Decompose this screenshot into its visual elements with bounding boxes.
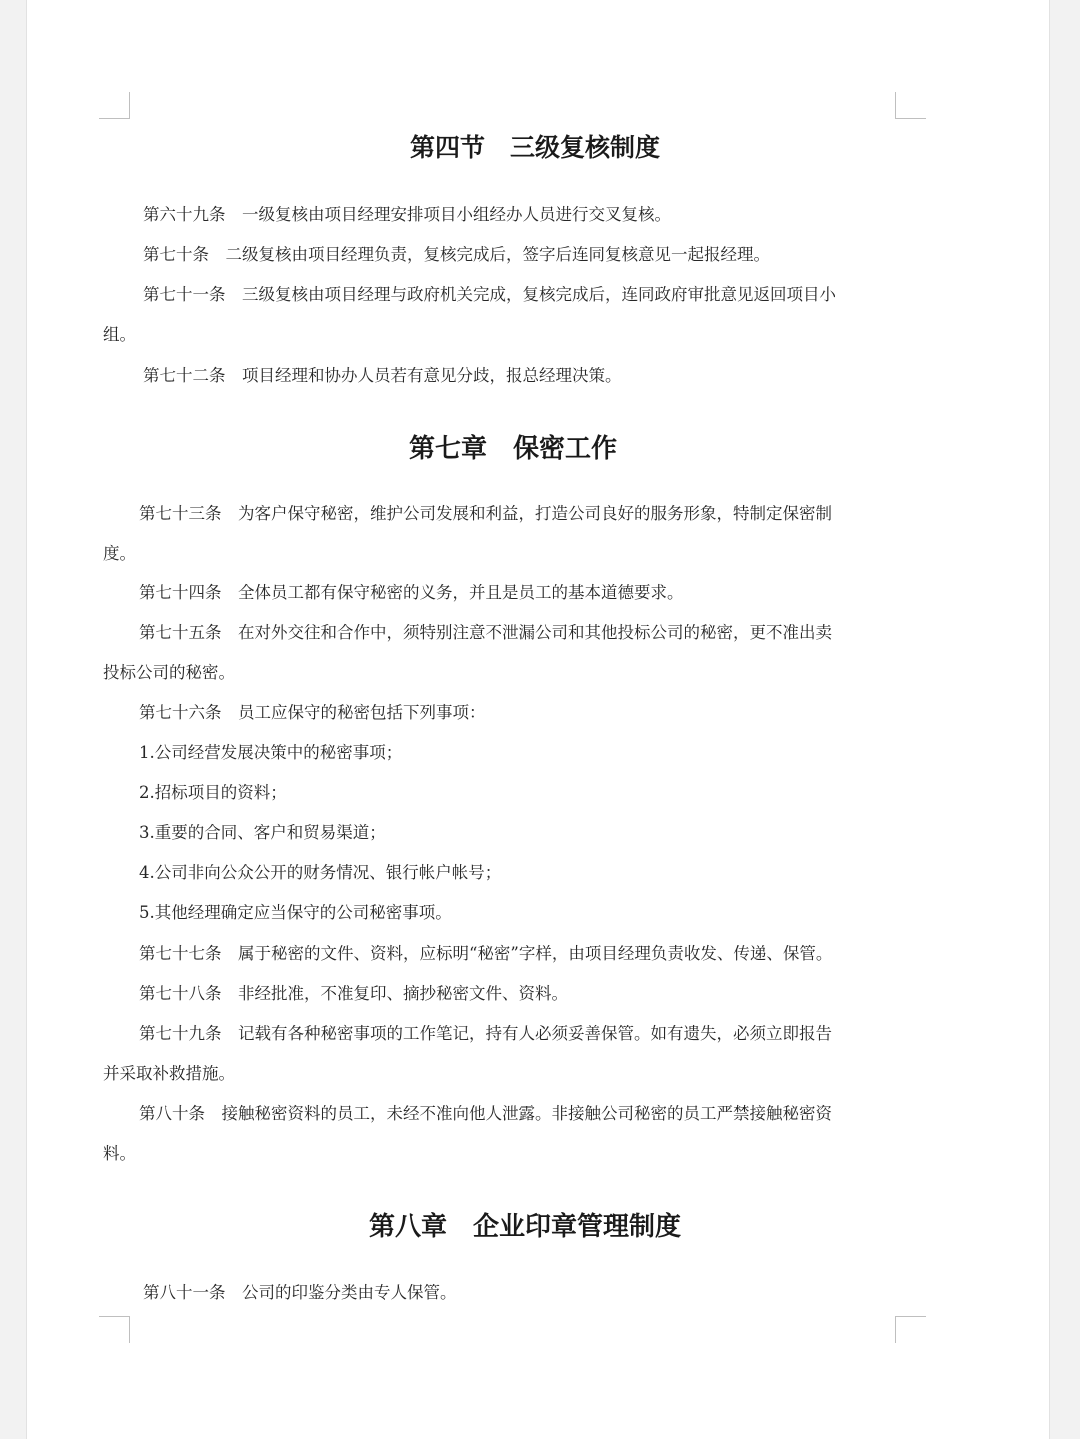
article-79-line-1: 第七十九条 记载有各种秘密事项的工作笔记，持有人必须妥善保管。如有遗失，必须立即报告 (139, 1024, 832, 1043)
article-73-line-2: 度。 (103, 544, 136, 563)
margin-mark-bottom-right (895, 1316, 926, 1343)
margin-mark-bottom-left (99, 1316, 130, 1343)
article-71-line-2: 组。 (103, 325, 136, 344)
scrollbar-track[interactable] (1052, 0, 1080, 1439)
article-74: 第七十四条 全体员工都有保守秘密的义务，并且是员工的基本道德要求。 (139, 583, 684, 602)
article-77: 第七十七条 属于秘密的文件、资料，应标明“秘密”字样，由项目经理负责收发、传递、保管。 (139, 944, 833, 963)
article-69: 第六十九条 一级复核由项目经理安排项目小组经办人员进行交叉复核。 (143, 205, 671, 224)
article-80-line-1: 第八十条 接触秘密资料的员工，未经不准向他人泄露。非接触公司秘密的员工严禁接触秘密资 (139, 1104, 832, 1123)
article-75-line-2: 投标公司的秘密。 (103, 663, 235, 682)
margin-mark-top-left (99, 92, 130, 119)
article-79-line-2: 并采取补救措施。 (103, 1064, 235, 1083)
chapter-eight-title: 第八章 企业印章管理制度 (368, 1212, 681, 1242)
article-76: 第七十六条 员工应保守的秘密包括下列事项： (139, 703, 486, 722)
list-item-4: 4.公司非向公众公开的财务情况、银行帐户帐号； (139, 863, 502, 882)
chapter-seven-title: 第七章 保密工作 (408, 434, 617, 464)
list-item-2: 2.招标项目的资料； (139, 783, 287, 802)
article-78: 第七十八条 非经批准，不准复印、摘抄秘密文件、资料。 (139, 984, 568, 1003)
section-four-title: 第四节 三级复核制度 (409, 133, 660, 162)
list-item-1: 1.公司经营发展决策中的秘密事项； (139, 743, 403, 762)
article-81: 第八十一条 公司的印鉴分类由专人保管。 (143, 1283, 457, 1302)
article-73-line-1: 第七十三条 为客户保守秘密，维护公司发展和利益，打造公司良好的服务形象，特制定保密制 (139, 504, 832, 523)
article-70: 第七十条 二级复核由项目经理负责，复核完成后，签字后连同复核意见一起报经理。 (143, 245, 770, 264)
document-page (26, 0, 1050, 1439)
margin-mark-top-right (895, 92, 926, 119)
article-71-line-1: 第七十一条 三级复核由项目经理与政府机关完成，复核完成后，连同政府审批意见返回项目小 (143, 285, 836, 304)
article-72: 第七十二条 项目经理和协办人员若有意见分歧，报总经理决策。 (143, 366, 622, 385)
list-item-5: 5.其他经理确定应当保守的公司秘密事项。 (139, 903, 452, 922)
article-80-line-2: 料。 (103, 1144, 136, 1163)
article-75-line-1: 第七十五条 在对外交往和合作中，须特别注意不泄漏公司和其他投标公司的秘密，更不准出卖 (139, 623, 832, 642)
list-item-3: 3.重要的合同、客户和贸易渠道； (139, 823, 386, 842)
